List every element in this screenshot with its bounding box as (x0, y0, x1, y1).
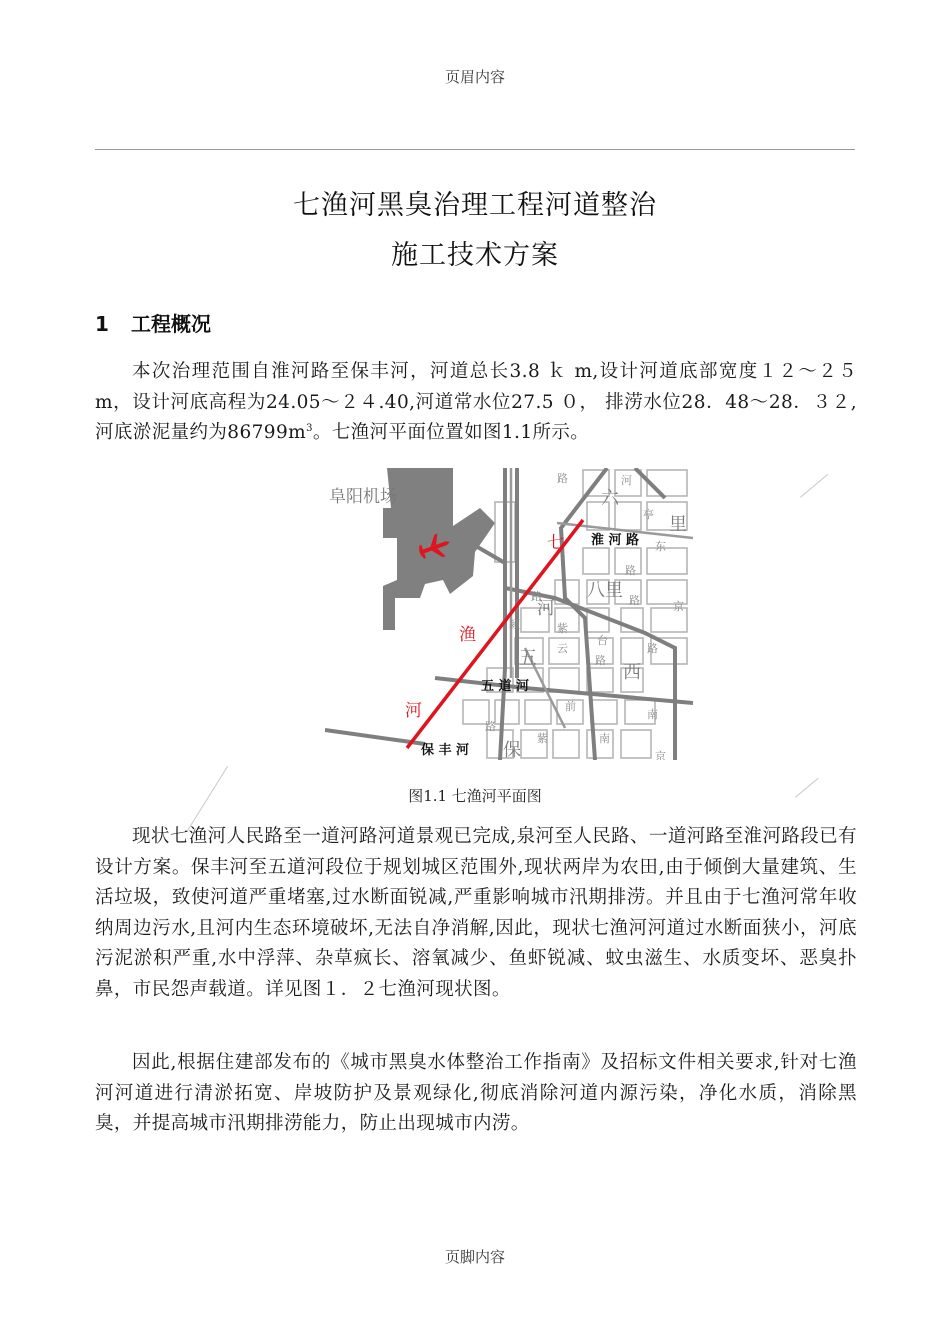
superscript-unit: 3 (306, 422, 313, 434)
map-small-label: 路 (629, 594, 640, 607)
river-label-qi: 七 (547, 533, 564, 553)
map-small-label: 颍 (509, 618, 520, 631)
map-small-label: 河 (621, 474, 632, 487)
map-small-label: 紫 (557, 622, 568, 635)
map-small-label: 京 (673, 600, 684, 613)
map-label-bao: 保 (503, 740, 521, 760)
map-small-label: 路 (485, 720, 496, 733)
map-small-label: 路 (531, 590, 542, 603)
map-small-label: 台 (597, 634, 608, 647)
paragraph-overview (95, 357, 857, 449)
baofenghe-label: 保 丰 河 (421, 743, 470, 758)
document-title-line1: 七渔河黑臭治理工程河道整治 (293, 190, 657, 221)
map-small-label: 路 (647, 642, 658, 655)
map-label-wu: 五 (519, 648, 537, 669)
map-small-label: 路 (595, 654, 606, 667)
map-small-label: 南 (647, 708, 658, 721)
header-divider (95, 149, 855, 150)
map-label-bali: 八里 (587, 580, 623, 601)
paragraph-overview-text: 本次治理范围自淮河路至保丰河，河道总长3.8 ｋ m,设计河道底部宽度１２～２５ m，设计河底高程为24.05～２４.40,河道常水位27.5 ０， 排涝水位28．48～28．３２,河底淤泥量约为86799m (95, 361, 857, 443)
paragraph-overview-tail: 。七渔河平面位置如图1.1所示。 (312, 422, 590, 443)
section-heading (95, 308, 211, 337)
page-footer: 页脚内容 (444, 1248, 505, 1266)
map-small-label: 亭 (643, 508, 654, 521)
map-small-label: 云 (557, 642, 568, 655)
map-label-xi: 西 (623, 662, 641, 683)
map-label-li: 里 (669, 514, 687, 535)
map-small-label: 路 (625, 564, 636, 577)
section-title: 工程概况 (131, 312, 211, 336)
map-small-label: 京 (655, 750, 666, 760)
map-small-label: 东 (655, 540, 666, 553)
river-label-he: 河 (405, 701, 422, 721)
river-location-map (325, 468, 693, 760)
document-title-line2: 施工技术方案 (391, 240, 559, 271)
map-label-liu: 六 (601, 488, 619, 509)
wudaohe-label: 五 道 河 (481, 679, 530, 694)
map-small-label: 南 (599, 732, 610, 745)
scan-line (800, 474, 828, 498)
paragraph-current-status: 现状七渔河人民路至一道河路河道景观已完成,泉河至人民路、一道河路至淮河路段已有设计方案。保丰河至五道河段位于规划城区范围外,现状两岸为农田,由于倾倒大量建筑、生活垃圾，致使河道严重堵塞,过水断面锐减,严重影响城市汛期排涝。并且由于七渔河常年收纳周边污水,且河内生态环境破坏,无法自净消解,因此，现状七渔河河道过水断面狭小，河底污泥淤积严重,水中浮萍、杂草疯长、溶氧减少、鱼虾锐减、蚊虫滋生、水质变坏、恶臭扑鼻，市民怨声载道。详见图１．２七渔河现状图。 (95, 826, 857, 1000)
figure-caption: 图1.1 七渔河平面图 (408, 787, 542, 805)
river-label-yu: 渔 (459, 625, 476, 645)
airport-label: 阜阳机场 (329, 487, 397, 507)
map-small-label: 前 (565, 700, 576, 713)
map-small-label: 路 (557, 472, 568, 485)
paragraph-objectives: 因此,根据住建部发布的《城市黑臭水体整治工作指南》及招标文件相关要求,针对七渔河河道进行清淤拓宽、岸坡防护及景观绿化,彻底消除河道内源污染，净化水质，消除黑臭，并提高城市汛期排涝能力，防止出现城市内涝。 (95, 1052, 857, 1134)
map-small-label: 紫 (537, 732, 548, 745)
map-label-he2: 河 (537, 598, 555, 619)
huaihe-road-label: 淮 河 路 (591, 533, 640, 548)
page-header: 页眉内容 (444, 68, 505, 86)
section-number: 1 (95, 312, 109, 336)
